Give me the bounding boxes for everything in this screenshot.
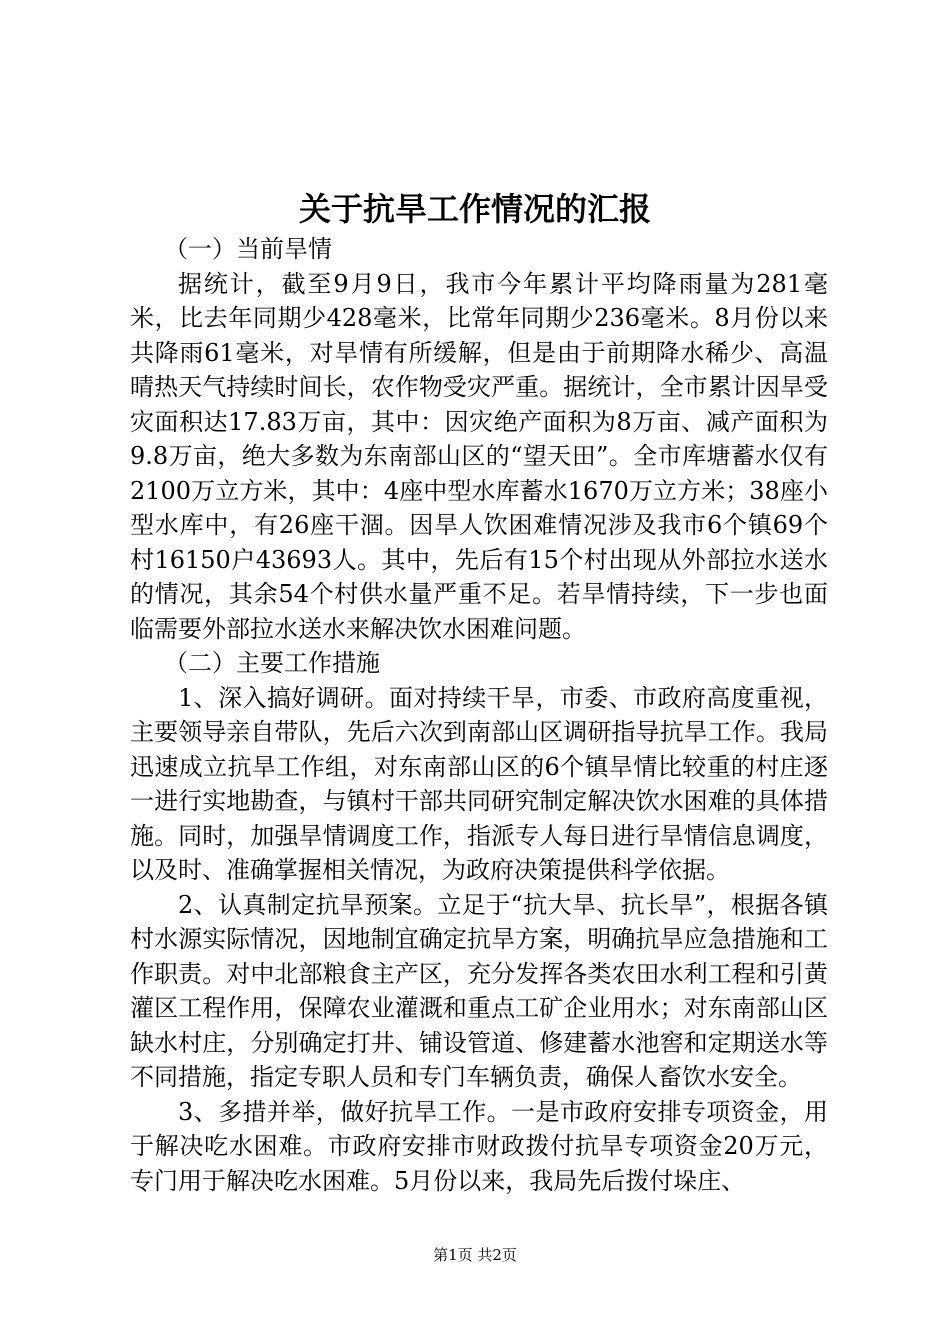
paragraph-drought-statistics: 据统计，截至9月9日，我市今年累计平均降雨量为281毫米，比去年同期少428毫米，比常年同期少236毫米。8月份以来共降雨61毫米，对旱情有所缓解，但是由于前期降水稀少、高温晴热天气持续时间长，农作物受灾严重。据统计，全市累计因旱受灾面积达17.83万亩，其中：因灾绝产面积为8万亩、减产面积为9.8万亩，绝大多数为东南部山区的“望天田”。全市库塘蓄水仅有2100万立方米，其中：4座中型水库蓄水1670万立方米；38座小型水库中，有26座干涸。因旱人饮困难情况涉及我市6个镇69个村16150户43693人。其中，先后有15个村出现从外部拉水送水的情况，其余54个村供水量严重不足。若旱情持续，下一步也面临需要外部拉水送水来解决饮水困难问题。 [130,269,828,643]
page-number: 第1页 [433,1246,473,1264]
paragraph-measure-multiple: 3、多措并举，做好抗旱工作。一是市政府安排专项资金，用于解决吃水困难。市政府安排市财政拨付抗旱专项资金20万元，专门用于解决吃水困难。5月份以来，我局先后拨付垛庄、 [130,1097,828,1195]
paragraph-measure-research: 1、深入搞好调研。面对持续干旱，市委、市政府高度重视，主要领导亲自带队，先后六次到南部山区调研指导抗旱工作。我局迅速成立抗旱工作组，对东南部山区的6个镇旱情比较重的村庄逐一进行实地勘查，与镇村干部共同研究制定解决饮水困难的具体措施。同时，加强旱情调度工作，指派专人每日进行旱情信息调度，以及时、准确掌握相关情况，为政府决策提供科学依据。 [130,683,828,884]
page-footer [0,1244,950,1266]
paragraph-measure-plan: 2、认真制定抗旱预案。立足于“抗大旱、抗长旱”，根据各镇村水源实际情况，因地制宜确定抗旱方案，明确抗旱应急措施和工作职责。对中北部粮食主产区，充分发挥各类农田水利工程和引黄灌区工程作用，保障农业灌溉和重点工矿企业用水；对东南部山区缺水村庄，分别确定打井、铺设管道、修建蓄水池窖和定期送水等不同措施，指定专职人员和专门车辆负责，确保人畜饮水安全。 [130,890,828,1091]
section-heading-current-drought: （一）当前旱情 [164,235,332,263]
document-title: 关于抗旱工作情况的汇报 [298,190,651,228]
section-heading-main-measures: （二）主要工作措施 [164,649,380,677]
page-total: 共2页 [477,1246,517,1264]
document-body [130,232,828,1198]
